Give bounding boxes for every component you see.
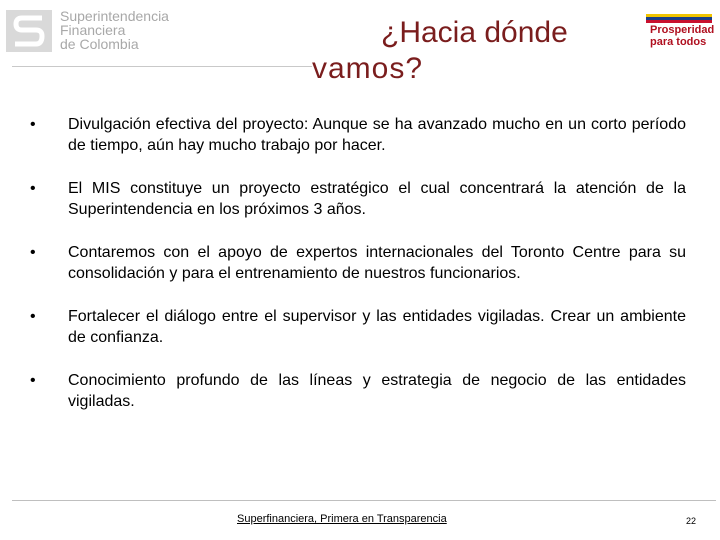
bullet-item — [30, 178, 686, 220]
logo-text-line: de Colombia — [60, 36, 139, 52]
bullet-item — [30, 306, 686, 348]
bullet-icon: • — [30, 244, 36, 261]
bullet-item — [30, 370, 686, 412]
logo-text-line: Financiera — [60, 22, 126, 38]
page-number: 22 — [686, 516, 697, 526]
bullet-icon: • — [30, 180, 36, 197]
flag-stripe-red — [646, 20, 712, 23]
bullet-text: Fortalecer el diálogo entre el supervisor y las entidades vigiladas. Crear un ambiente de confianza. — [68, 308, 686, 346]
bullet-text: Contaremos con el apoyo de expertos internacionales del Toronto Centre para su consolidación y para el entrenamiento de nuestros funcionarios. — [68, 244, 686, 282]
slide-title — [0, 14, 720, 94]
logo-text-line: Superintendencia — [60, 8, 169, 24]
prosperidad-logo-line: Prosperidad — [650, 24, 715, 36]
bullet-item — [30, 114, 686, 156]
footer-divider — [12, 500, 716, 501]
bullet-item — [30, 242, 686, 284]
bullet-text: El MIS constituye un proyecto estratégico el cual concentrará la atención de la Superintendencia en los próximos 3 años. — [68, 180, 686, 218]
prosperidad-logo — [646, 14, 715, 50]
bullet-icon: • — [30, 372, 36, 389]
prosperidad-logo-line: para todos — [650, 36, 707, 48]
bullet-text: Divulgación efectiva del proyecto: Aunque se ha avanzado mucho en un corto período de tiempo, aún hay mucho trabajo por hacer. — [68, 116, 686, 154]
bullet-icon: • — [30, 308, 36, 325]
bullet-icon: • — [30, 116, 36, 133]
bullet-list — [30, 114, 686, 434]
title-line-2: vamos? — [312, 52, 424, 85]
footer-tagline: Superfinanciera, Primera en Transparencia — [237, 513, 447, 525]
title-line-1: ¿Hacia dónde — [381, 16, 568, 49]
bullet-text: Conocimiento profundo de las líneas y estrategia de negocio de las entidades vigiladas. — [68, 372, 686, 410]
